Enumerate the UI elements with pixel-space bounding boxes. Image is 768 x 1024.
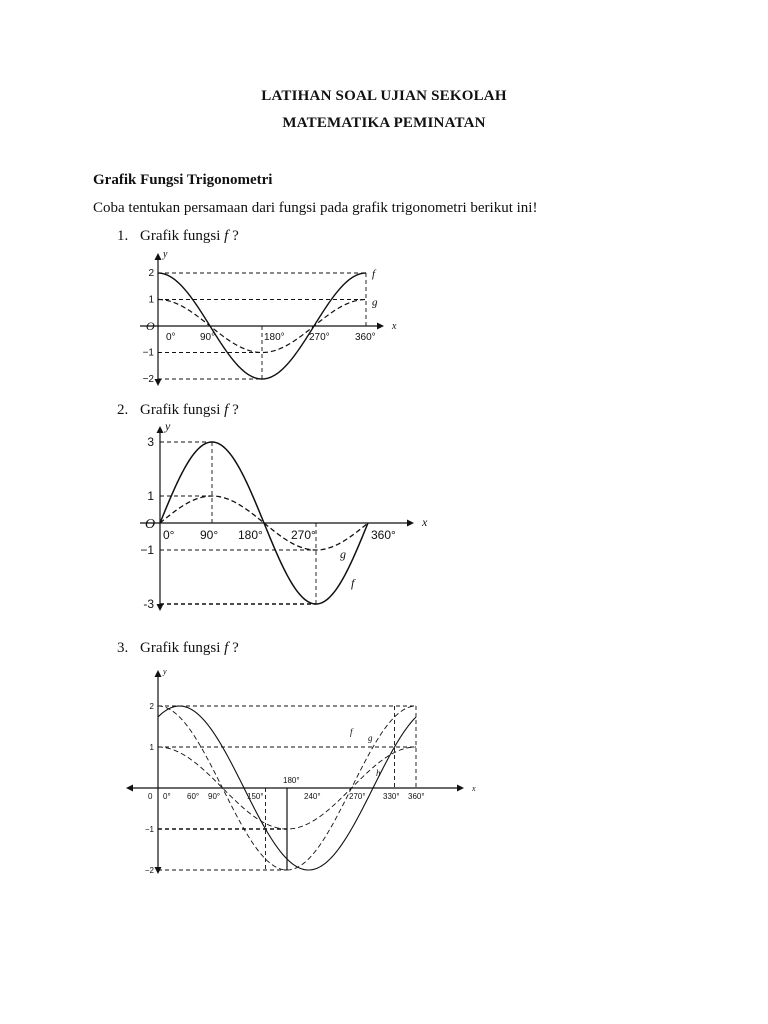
question-func: f (224, 402, 229, 418)
y-axis-arrow-down (155, 379, 162, 386)
question-suffix: ? (228, 402, 239, 418)
x-tick-label: 360° (355, 332, 376, 343)
y-tick-label: −2 (142, 374, 154, 385)
series-g-label: g (372, 296, 378, 309)
y-tick-label: 2 (149, 702, 154, 711)
y-tick-label: 3 (147, 435, 154, 449)
series-g-label: g (340, 547, 346, 561)
x-tick-label: 360° (371, 528, 396, 542)
question-func: f (224, 228, 229, 244)
y-tick-label: −2 (144, 866, 154, 875)
question-number: 1. (117, 228, 129, 244)
x-tick-label: 270° (291, 528, 316, 542)
x-tick-label: 180° (264, 332, 285, 343)
section-heading: Grafik Fungsi Trigonometri (93, 172, 273, 188)
origin-label: 0 (148, 792, 153, 801)
x-tick-label: 270° (309, 332, 330, 343)
x-axis-arrow (377, 323, 384, 330)
series-f-label: f (372, 268, 376, 280)
x-tick-label: 60° (187, 792, 200, 801)
y-tick-label: −1 (144, 825, 154, 834)
x-axis-label: x (422, 515, 428, 529)
y-tick-label: −1 (142, 347, 154, 359)
origin-label: O (145, 517, 156, 532)
page-title: LATIHAN SOAL UJIAN SEKOLAH (261, 88, 507, 104)
y-axis-arrow (155, 670, 162, 677)
question-suffix: ? (228, 228, 239, 244)
y-tick-label: 1 (148, 294, 154, 306)
y-axis-arrow-down (157, 604, 164, 611)
x-tick-label: 0° (163, 792, 171, 801)
question-text: Grafik fungsi (140, 402, 225, 418)
y-tick-label: −1 (140, 543, 154, 557)
x-axis-label: x (472, 784, 476, 793)
x-tick-label: 150° (247, 792, 264, 801)
y-axis-label: y (165, 419, 171, 433)
y-tick-label: 1 (147, 489, 154, 503)
y-axis-arrow (155, 253, 162, 260)
x-tick-label: 90° (208, 792, 221, 801)
origin-label: O (146, 319, 155, 333)
y-tick-label: -3 (143, 597, 154, 611)
x-tick-label: 330° (383, 792, 400, 801)
question-suffix: ? (228, 640, 239, 656)
y-tick-label: 2 (148, 268, 154, 279)
question-func: f (224, 640, 229, 656)
series-f-label: f (350, 727, 353, 737)
y-axis-arrow-down (155, 867, 162, 874)
y-axis-arrow (157, 426, 164, 433)
x-tick-label: 180° (238, 528, 263, 542)
question-number: 2. (117, 402, 129, 418)
instruction-text: Coba tentukan persamaan dari fungsi pada grafik trigonometri berikut ini! (93, 200, 538, 216)
series-h-label: h (376, 768, 381, 778)
x-tick-label: 0° (166, 332, 176, 343)
x-tick-label: 240° (304, 792, 321, 801)
series-f-label: f (351, 576, 355, 590)
x-tick-label: 360° (408, 792, 425, 801)
x-tick-label: 90° (200, 332, 216, 343)
x-tick-label: 0° (163, 528, 175, 542)
question-text: Grafik fungsi (140, 228, 225, 244)
question-number: 3. (117, 640, 129, 656)
x-axis-arrow (407, 520, 414, 527)
y-tick-label: 1 (149, 743, 154, 752)
x-tick-label: 180° (283, 776, 300, 785)
x-tick-label: 270° (349, 792, 366, 801)
y-axis-label: y (163, 249, 168, 260)
question-text: Grafik fungsi (140, 640, 225, 656)
y-axis-label: y (163, 667, 167, 676)
x-axis-label: x (392, 321, 397, 332)
x-tick-label: 90° (200, 528, 219, 542)
series-g-label: g (368, 733, 373, 743)
x-axis-arrow (457, 785, 464, 792)
x-axis-arrow-left (126, 785, 133, 792)
page-subtitle: MATEMATIKA PEMINATAN (282, 115, 486, 131)
